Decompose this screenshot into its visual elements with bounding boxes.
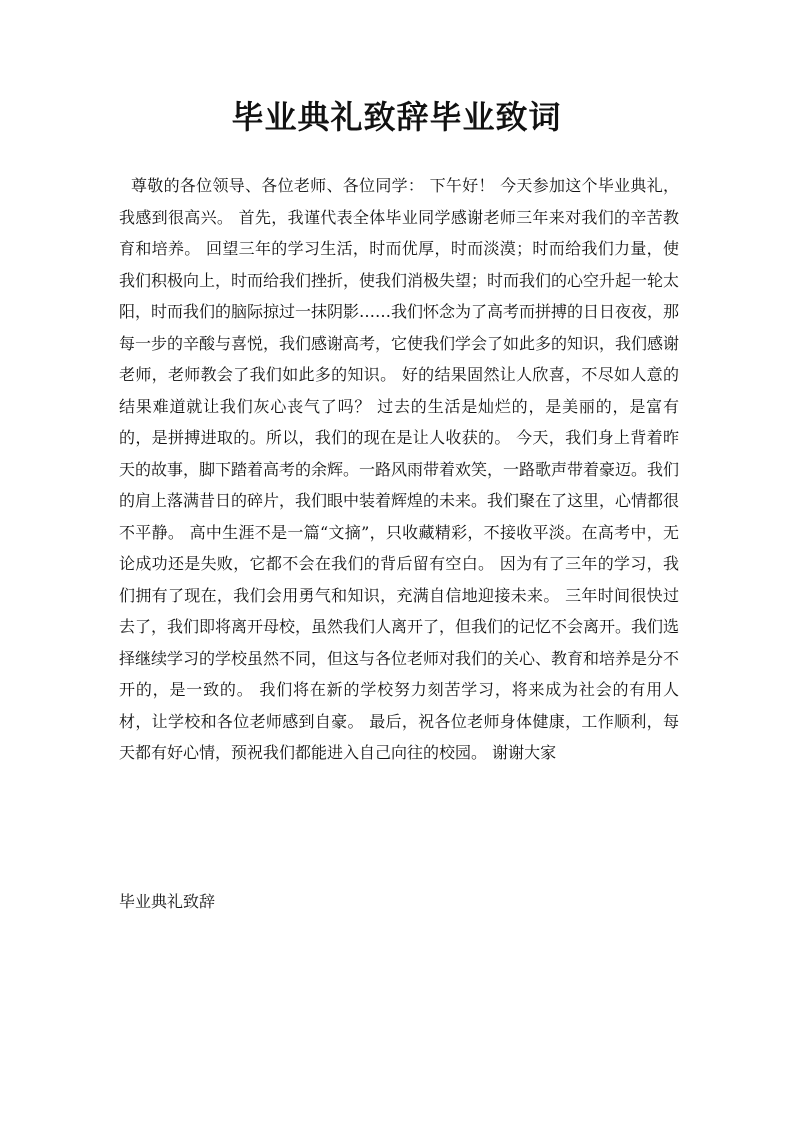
footer-text: 毕业典礼致辞 — [119, 892, 216, 911]
document-title: 毕业典礼致辞毕业致词 — [231, 98, 562, 136]
speech-body: 尊敬的各位领导、各位老师、各位同学： 下午好！ 今天参加这个毕业典礼，我感到很高兴。 首先，我谨代表全体毕业同学感谢老师三年来对我们的辛苦教育和培养。 回望三年的学习生活，时而优厚，时而淡漠；时而给我们力量，使我们积极向上，时而给我们挫折，使我们消极失望；时而我们的心空升起一轮太阳，时而我们的脑际掠过一抹阴影……我们怀念为了高考而拼搏的日日夜夜，那每一步的辛酸与喜悦，我们感谢高考，它使我们学会了如此多的知识，我们感谢老师，老师教会了我们如此多的知识。 好的结果固然让人欣喜，不尽如人意的结果难道就让我们灰心丧气了吗？ 过去的生活是灿烂的，是美丽的，是富有的，是拼搏进取的。所以，我们的现在是让人收获的。 今天，我们身上背着昨天的故事，脚下踏着高考的余辉。一路风雨带着欢笑，一路歌声带着豪迈。我们的肩上落满昔日的碎片，我们眼中装着辉煌的未来。我们聚在了这里，心情都很不平静。 高中生涯不是一篇“文摘”，只收藏精彩，不接收平淡。在高考中，无论成功还是失败，它都不会在我们的背后留有空白。 因为有了三年的学习，我们拥有了现在，我们会用勇气和知识，充满自信地迎接未来。 三年时间很快过去了，我们即将离开母校，虽然我们人离开了，但我们的记忆不会离开。我们选择继续学习的学校虽然不同，但这与各位老师对我们的关心、教育和培养是分不开的，是一致的。 我们将在新的学校努力刻苦学习，将来成为社会的有用人材，让学校和各位老师感到自豪。 最后，祝各位老师身体健康，工作顺利，每天都有好心情，预祝我们都能进入自己向往的校园。 谢谢大家 — [119, 176, 680, 762]
